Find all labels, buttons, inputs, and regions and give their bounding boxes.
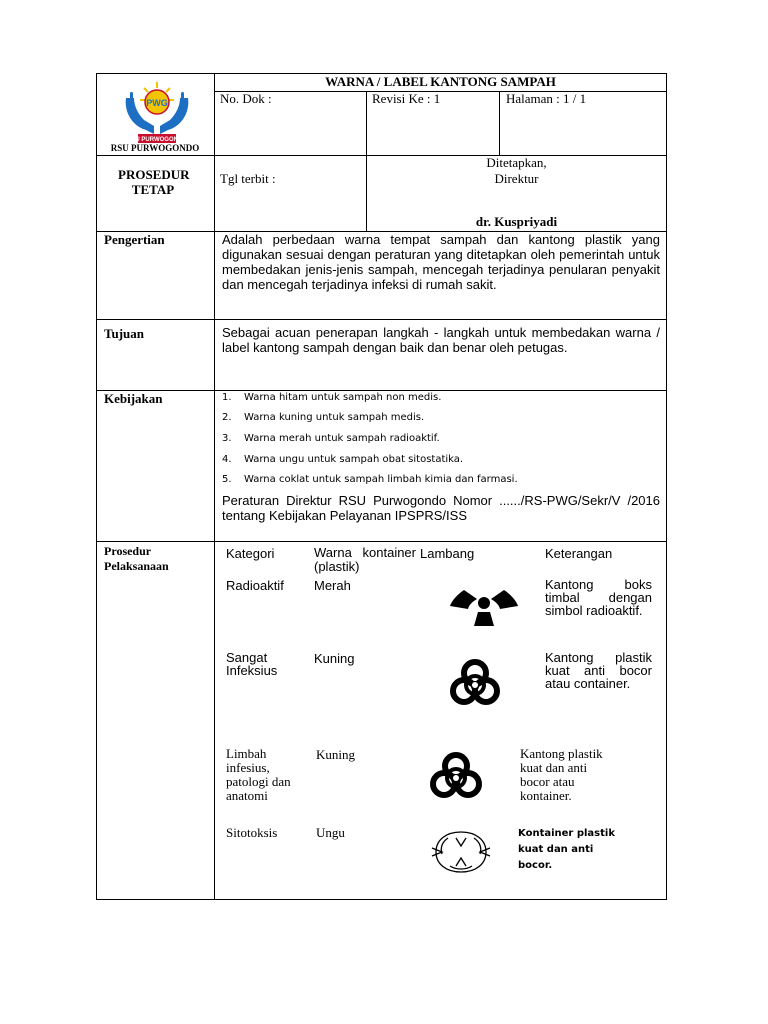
table-row-4-warna: Ungu (316, 825, 345, 840)
ditetapkan: Ditetapkan, (486, 155, 547, 170)
kebijakan-item-2: Warna kuning untuk sampah medis. (244, 412, 425, 423)
table-row-3-kategori: Limbah infesius, patologi dan anatomi (226, 746, 291, 803)
tujuan-text: Sebagai acuan penerapan langkah - langkah untuk membedakan warna / label kantong sampah dengan baik dan benar oleh petugas. (222, 325, 660, 355)
table-row-4-kategori: Sitotoksis (226, 825, 278, 840)
table-row-2-warna: Kuning (314, 651, 355, 666)
table-row-4-keterangan: Kontainer plastik kuat dan anti bocor. (518, 828, 615, 871)
section-divider-2 (96, 319, 667, 320)
section-divider-3 (96, 390, 667, 391)
revisi: Revisi Ke : 1 (372, 91, 441, 106)
kebijakan-item-5: Warna coklat untuk sampah limbah kimia dan farmasi. (244, 474, 518, 485)
table-row-2-keterangan: Kantong plastik kuat anti bocor atau container. (545, 650, 652, 691)
kebijakan-num-5: 5. (222, 474, 232, 485)
tgl-terbit: Tgl terbit : (220, 171, 276, 186)
kebijakan-num-4: 4. (222, 454, 232, 465)
table-row-1-warna: Merah (314, 578, 351, 593)
kebijakan-item-1: Warna hitam untuk sampah non medis. (244, 392, 442, 403)
pengertian-text: Adalah perbedaan warna tempat sampah dan kantong plastik yang digunakan sesuai dengan peraturan yang ditetapkan oleh pemerintah untuk membedakan jenis-jenis sampah, mencegah terjadinya penularan penyakit dan mencegah terjadinya infeksi di rumah sakit. (222, 232, 660, 292)
no-dok: No. Dok : (220, 91, 272, 106)
document-title: WARNA / LABEL KANTONG SAMPAH (325, 74, 556, 89)
section-divider-4 (96, 541, 667, 542)
table-row-2-kategori: Sangat Infeksius (226, 650, 278, 678)
biohazard-icon (440, 655, 510, 711)
kebijakan-num-2: 2. (222, 412, 232, 423)
radiation-icon (438, 582, 530, 628)
kebijakan-num-1: 1. (222, 392, 232, 403)
pengertian-label: Pengertian (104, 232, 165, 247)
kebijakan-num-3: 3. (222, 433, 232, 444)
col-header-warna: Warna kontainer (plastik) (314, 545, 416, 574)
direktur-name: dr. Kuspriyadi (475, 214, 558, 229)
kebijakan-label: Kebijakan (104, 391, 163, 406)
hospital-logo (120, 78, 194, 144)
svg-text:RSU PURWOGONDO: RSU PURWOGONDO (127, 137, 187, 143)
svg-text:PWG: PWG (146, 98, 168, 108)
hands-logo-icon (120, 78, 194, 144)
table-row-3-warna: Kuning (316, 747, 355, 762)
direktur-title: Direktur (494, 171, 539, 186)
kebijakan-item-4: Warna ungu untuk sampah obat sitostatika. (244, 454, 464, 465)
label-column-divider (214, 73, 215, 900)
title-underline (214, 91, 667, 92)
org-name: RSU PURWOGONDO (110, 143, 200, 153)
header-divider-2 (499, 91, 500, 155)
tujuan-label: Tujuan (104, 326, 144, 341)
col-header-kategori: Kategori (226, 546, 275, 561)
col-header-lambang: Lambang (420, 546, 475, 561)
table-row-1-keterangan: Kantong boks timbal dengan simbol radioaktif. (545, 577, 652, 618)
kebijakan-peraturan: Peraturan Direktur RSU Purwogondo Nomor ....../RS-PWG/Sekr/V /2016 tentang Kebijakan Pelayanan IPSPRS/ISS (222, 493, 660, 523)
cytotoxic-icon (428, 828, 494, 876)
biohazard-icon-2 (418, 750, 494, 802)
col-header-keterangan: Keterangan (545, 546, 613, 561)
prosedur-label: Prosedur Pelaksanaan (104, 544, 169, 573)
prosedur-tetap-label: PROSEDUR TETAP (118, 167, 190, 197)
halaman: Halaman : 1 / 1 (506, 91, 587, 106)
table-row-1-kategori: Radioaktif (226, 578, 284, 593)
kebijakan-item-3: Warna merah untuk sampah radioaktif. (244, 433, 440, 444)
table-row-3-keterangan: Kantong plastik kuat dan anti bocor atau kontainer. (520, 746, 603, 803)
